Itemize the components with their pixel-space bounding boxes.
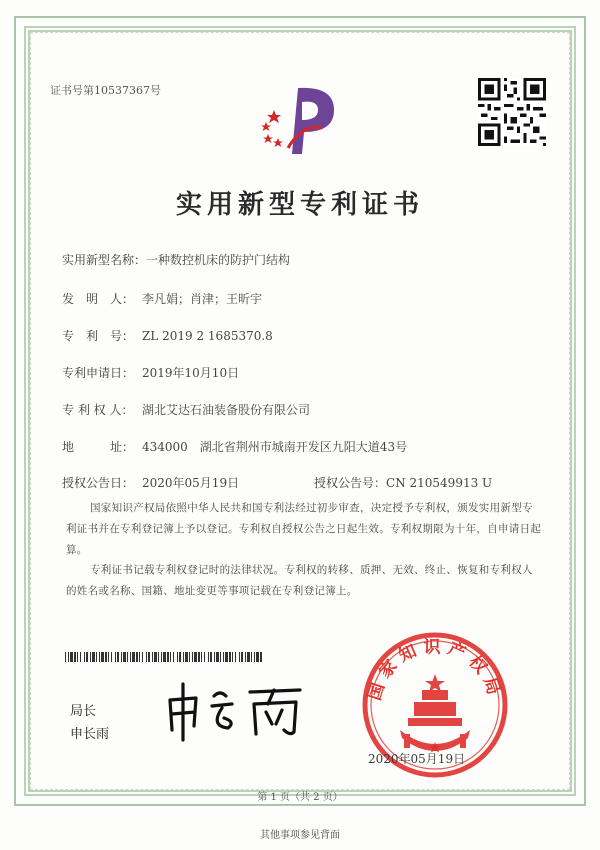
director-name: 申长雨 [70,727,110,742]
cnipa-logo-icon [252,76,348,158]
grant-number-value: CN 210549913 U [386,476,493,490]
filing-date-label: 专利申请日： [62,366,135,380]
patentee-value: 湖北艾达石油装备股份有限公司 [142,403,311,417]
seal-text: 国家知识产权局 [364,637,506,703]
patent-number-row [62,327,273,344]
seal-date: 2020年05月19日 [368,752,466,766]
inventor-row [62,290,262,307]
filing-date-value: 2019年10月10日 [142,366,240,380]
certificate-title: 实用新型专利证书 [175,190,424,220]
certificate-number: 证书号第10537367号 [50,84,161,97]
grant-number-block [314,474,492,491]
legal-status-paragraph: 专利证书记载专利权登记时的法律状况。专利权的转移、质押、无效、终止、恢复和专利权人的姓名或名称、国籍、地址变更等事项记载在专利登记簿上。 [66,564,533,597]
grant-statement-paragraph: 国家知识产权局依照中华人民共和国专利法经过初步审查，决定授予专利权，颁发实用新型专利证书并在专利登记簿上予以登记。专利权自授权公告之日起生效。专利权期限为十年，自申请日起算。 [66,502,542,556]
address-label: 地 址： [62,440,135,454]
address-row [62,438,407,455]
patentee-row [62,401,310,418]
utility-model-name-label: 实用新型名称： [62,253,147,267]
inventor-value: 李凡娟；肖津；王昕宇 [142,292,263,306]
grant-row [62,474,493,491]
utility-model-name-row [62,251,290,268]
grant-date-label: 授权公告日： [62,476,135,490]
footer-note: 其他事项参见背面 [260,830,340,841]
patentee-label: 专 利 权 人： [62,403,134,417]
filing-date-row [62,364,239,381]
patent-number-value: ZL 2019 2 1685370.8 [142,329,273,343]
page-number: 第 1 页（共 2 页） [257,792,343,803]
director-title: 局长 [70,704,97,719]
barcode-icon [65,652,265,662]
qr-code-icon [478,78,546,146]
patent-number-label: 专 利 号： [62,329,135,343]
inventor-label: 发 明 人： [62,292,135,306]
grant-date-value: 2020年05月19日 [142,476,240,490]
handwritten-signature-icon [162,678,312,742]
grant-number-label: 授权公告号： [314,476,387,490]
address-value: 434000 湖北省荆州市城南开发区九阳大道43号 [142,440,408,454]
utility-model-name-value: 一种数控机床的防护门结构 [146,253,291,267]
